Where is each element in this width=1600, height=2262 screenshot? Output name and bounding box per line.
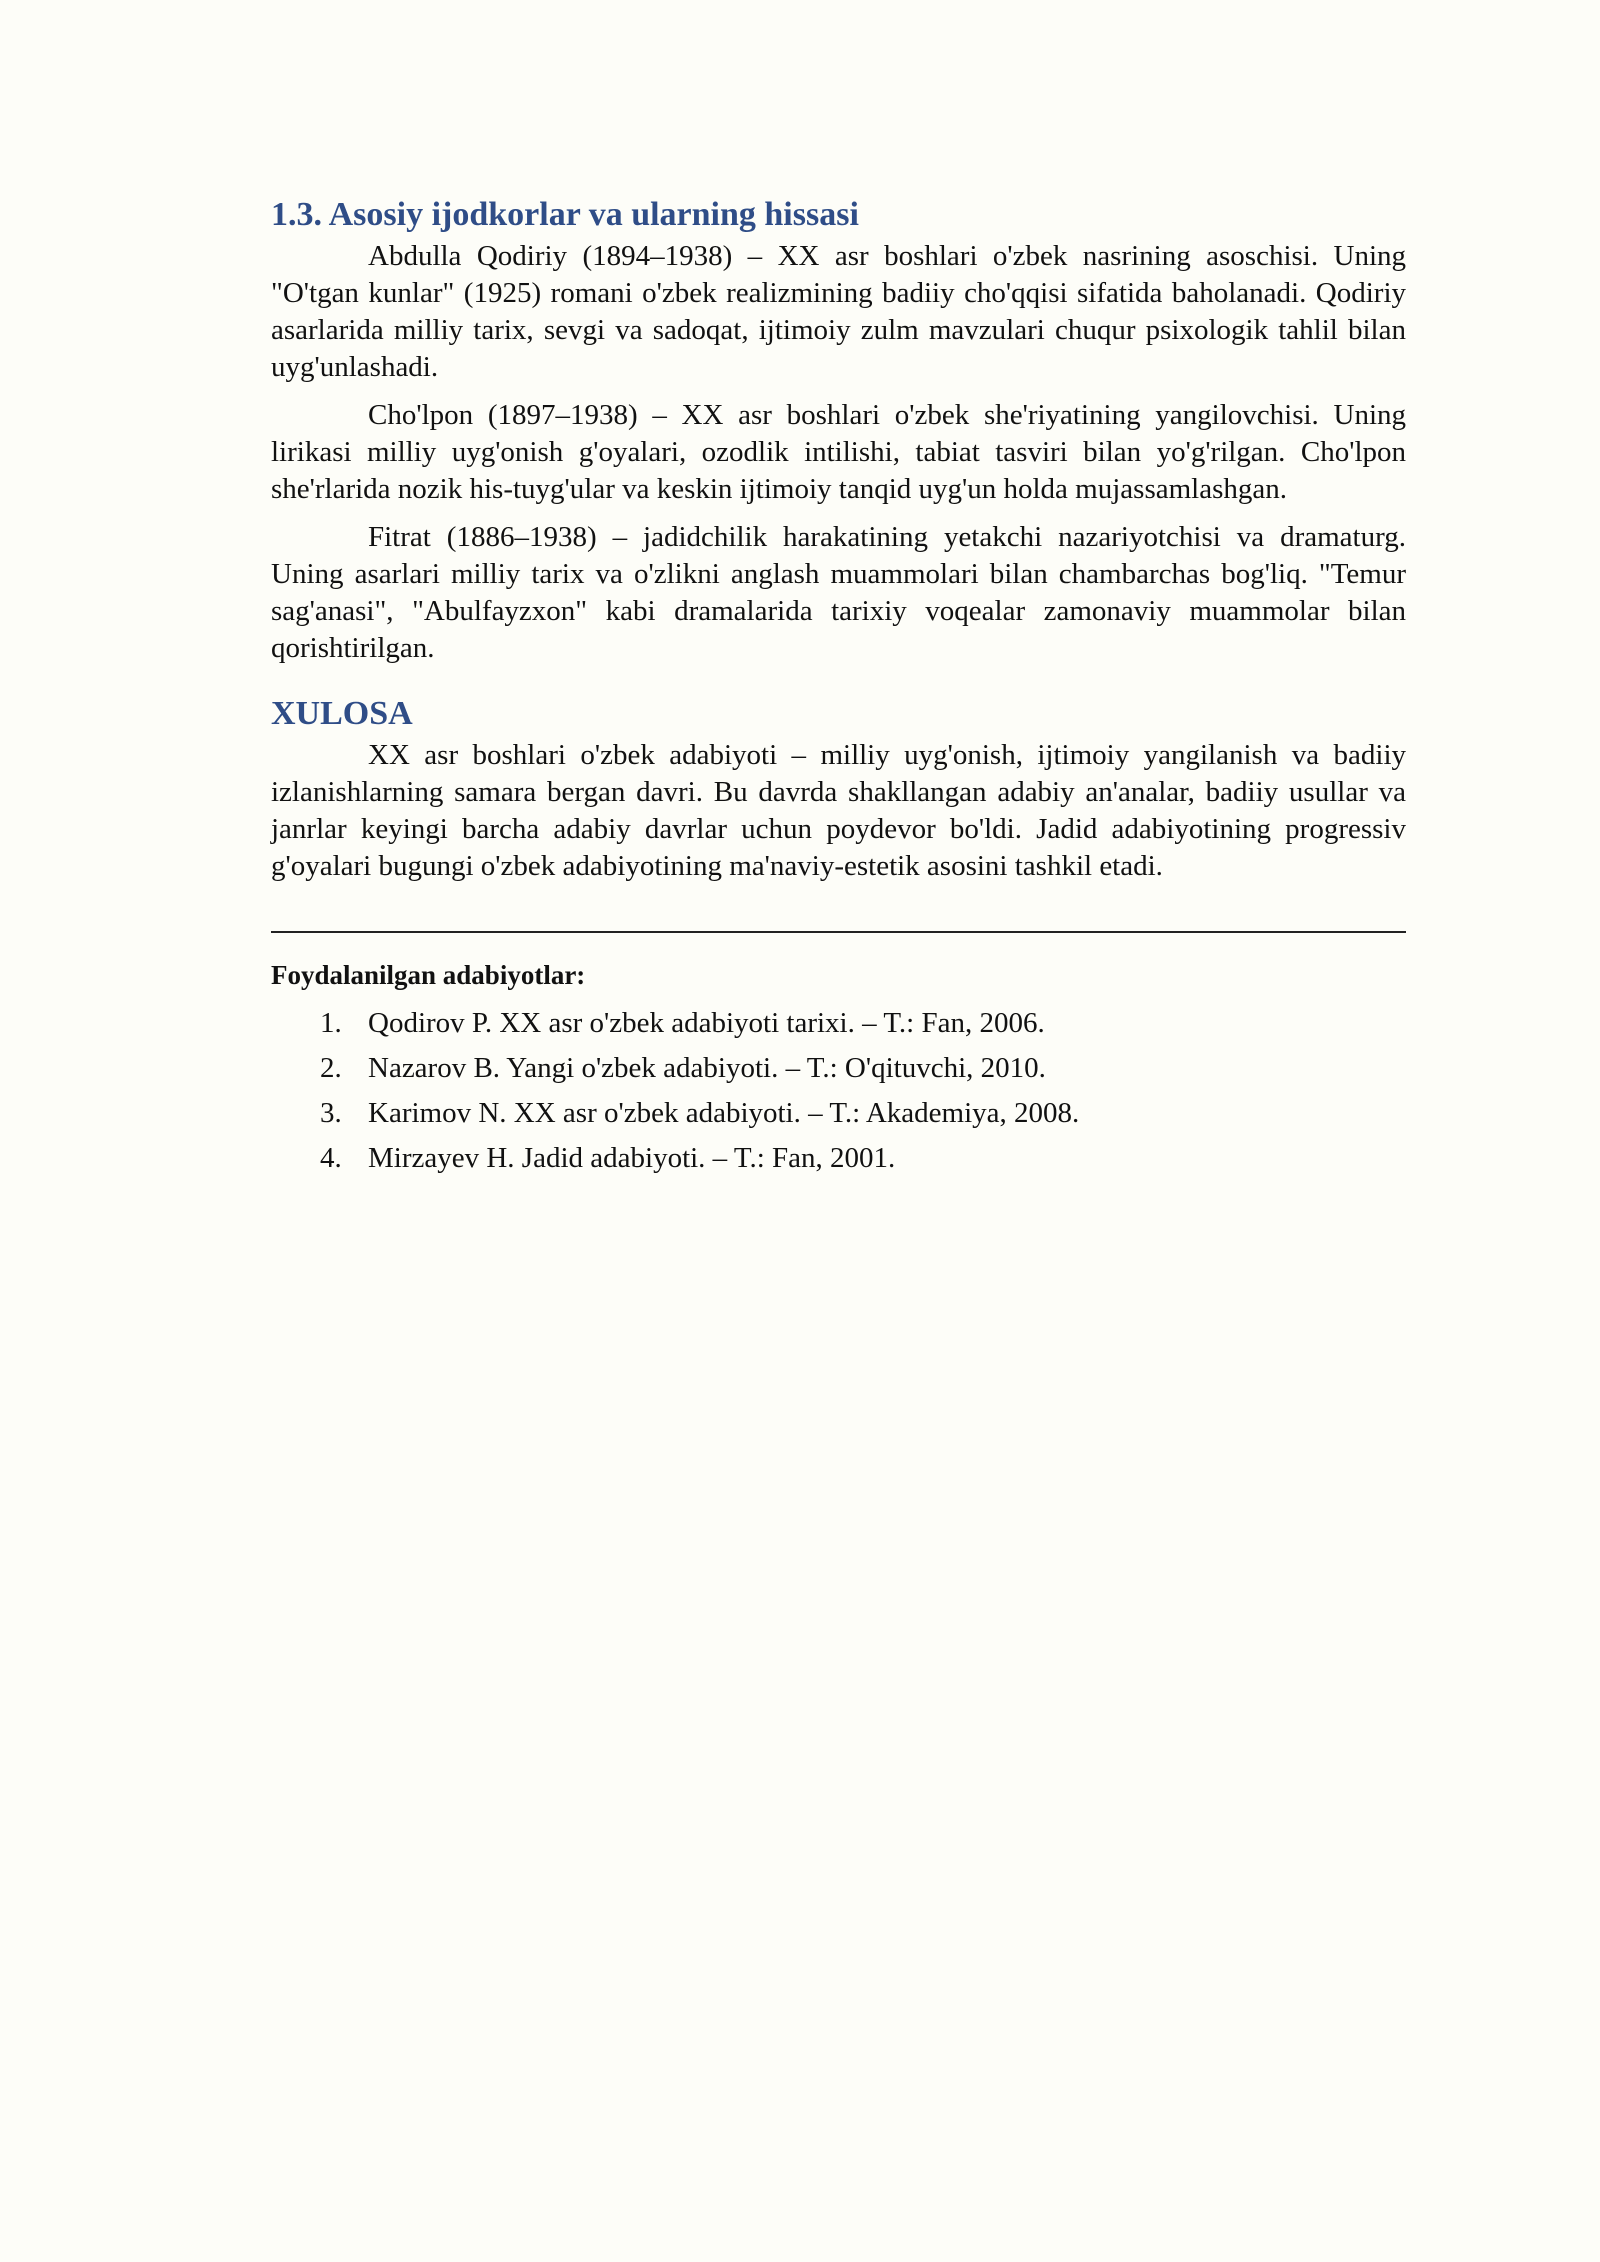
- reference-item: [271, 1046, 1406, 1091]
- reference-item: [271, 1091, 1406, 1136]
- document-page: [271, 192, 1406, 1181]
- paragraph-cholpon: Cho'lpon (1897–1938) – XX asr boshlari o'zbek she'riyatining yangilovchisi. Uning lirikasi milliy uyg'onish g'oyalari, ozodlik intilishi, tabiat tasviri bilan yo'g'rilgan. Cho'lpon she'rlarida nozik his-tuyg'ular va keskin ijtimoiy tanqid uyg'un holda mujassamlashgan.: [271, 399, 1406, 505]
- footnote-divider: [271, 931, 1406, 933]
- reference-item: [271, 1001, 1406, 1046]
- reference-text: Mirzayev H. Jadid adabiyoti. – T.: Fan, 2001.: [368, 1142, 896, 1174]
- reference-number: 2.: [320, 1052, 342, 1084]
- reference-item: [271, 1136, 1406, 1181]
- reference-number: 4.: [320, 1142, 342, 1174]
- section-heading: 1.3. Asosiy ijodkorlar va ularning hissasi: [271, 196, 859, 233]
- references-title: Foydalanilgan adabiyotlar:: [271, 960, 586, 990]
- conclusion-heading: XULOSA: [271, 695, 413, 732]
- reference-text: Karimov N. XX asr o'zbek adabiyoti. – T.: Akademiya, 2008.: [368, 1097, 1080, 1129]
- references-list: [271, 1001, 1406, 1181]
- reference-number: 1.: [320, 1007, 342, 1039]
- paragraph-qodiriy: Abdulla Qodiriy (1894–1938) – XX asr boshlari o'zbek nasrining asoschisi. Uning "O'tgan kunlar" (1925) romani o'zbek realizmining badiiy cho'qqisi sifatida baholanadi. Qodiriy asarlarida milliy tarix, sevgi va sadoqat, ijtimoiy zulm mavzulari chuqur psixologik tahlil bilan uyg'unlashadi.: [271, 240, 1406, 383]
- reference-text: Qodirov P. XX asr o'zbek adabiyoti tarixi. – T.: Fan, 2006.: [368, 1007, 1045, 1039]
- reference-text: Nazarov B. Yangi o'zbek adabiyoti. – T.: O'qituvchi, 2010.: [368, 1052, 1046, 1084]
- paragraph-fitrat: Fitrat (1886–1938) – jadidchilik harakatining yetakchi nazariyotchisi va dramaturg. Uning asarlari milliy tarix va o'zlikni anglash muammolari bilan chambarchas bog'liq. "Temur sag'anasi", "Abulfayzxon" kabi dramalarida tarixiy voqealar zamonaviy muammolar bilan qorishtirilgan.: [271, 521, 1406, 664]
- conclusion-paragraph: XX asr boshlari o'zbek adabiyoti – milliy uyg'onish, ijtimoiy yangilanish va badiiy izlanishlarning samara bergan davri. Bu davrda shakllangan adabiy an'analar, badiiy usullar va janrlar keyingi barcha adabiy davrlar uchun poydevor bo'ldi. Jadid adabiyotining progressiv g'oyalari bugungi o'zbek adabiyotining ma'naviy-estetik asosini tashkil etadi.: [271, 739, 1406, 882]
- reference-number: 3.: [320, 1097, 342, 1129]
